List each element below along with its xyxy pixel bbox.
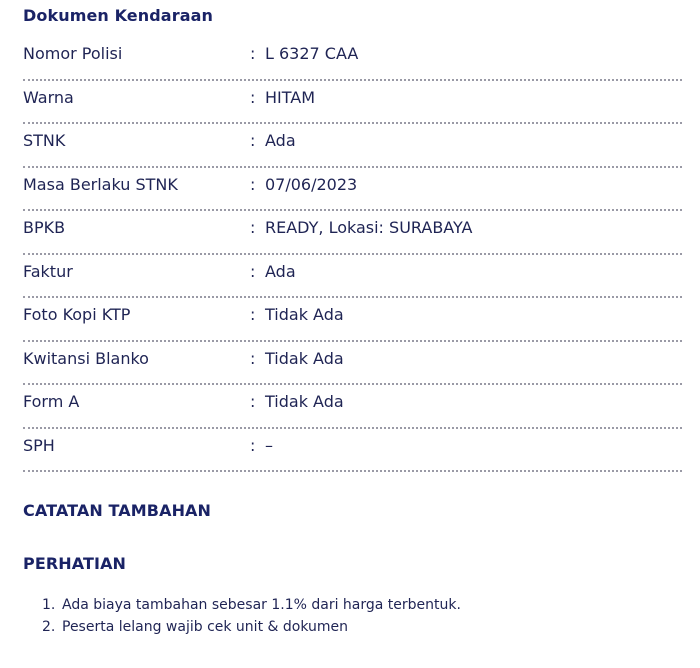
row-colon: :	[250, 218, 256, 237]
section-title-perhatian: PERHATIAN	[23, 554, 127, 573]
row-label: Kwitansi Blanko	[23, 348, 149, 368]
document-table	[23, 37, 682, 472]
row-colon: :	[250, 261, 256, 281]
row-label: BPKB	[23, 218, 66, 237]
row-colon: :	[250, 305, 256, 324]
row-label: Foto Kopi KTP	[23, 305, 131, 324]
table-row	[23, 298, 682, 342]
table-row	[23, 81, 682, 125]
row-colon: :	[250, 131, 256, 150]
table-row	[23, 168, 682, 212]
list-item-number: 2.	[42, 619, 56, 635]
list-item	[42, 594, 461, 616]
perhatian-list	[42, 594, 461, 638]
row-label: Warna	[23, 87, 74, 107]
section-title-dokumen: Dokumen Kendaraan	[23, 6, 213, 25]
row-value: Ada	[265, 261, 296, 281]
row-value: HITAM	[265, 87, 316, 107]
row-label: STNK	[23, 131, 66, 150]
row-value: L 6327 CAA	[265, 44, 359, 63]
row-value: Tidak Ada	[265, 305, 344, 324]
row-colon: :	[250, 392, 256, 411]
row-value: Ada	[265, 131, 296, 150]
row-label: Masa Berlaku STNK	[23, 174, 178, 194]
row-value: READY, Lokasi: SURABAYA	[265, 218, 473, 237]
table-row	[23, 385, 682, 429]
list-item-text: Peserta lelang wajib cek unit & dokumen	[62, 619, 349, 635]
row-label: Faktur	[23, 261, 73, 281]
section-title-catatan: CATATAN TAMBAHAN	[23, 501, 212, 520]
row-colon: :	[250, 348, 256, 368]
list-item	[42, 616, 461, 638]
table-row	[23, 211, 682, 255]
row-colon: :	[250, 174, 256, 194]
table-row	[23, 37, 682, 81]
table-row	[23, 124, 682, 168]
row-label: SPH	[23, 435, 55, 455]
table-row	[23, 255, 682, 299]
table-row	[23, 429, 682, 473]
row-value: Tidak Ada	[265, 392, 344, 411]
row-value: Tidak Ada	[265, 348, 344, 368]
row-colon: :	[250, 44, 256, 63]
row-colon: :	[250, 435, 256, 455]
row-value: 07/06/2023	[265, 174, 358, 194]
row-colon: :	[250, 87, 256, 107]
list-item-text: Ada biaya tambahan sebesar 1.1% dari harga terbentuk.	[62, 597, 461, 613]
list-item-number: 1.	[42, 597, 56, 613]
table-row	[23, 342, 682, 386]
row-value: –	[265, 435, 273, 455]
row-label: Nomor Polisi	[23, 44, 123, 63]
row-label: Form A	[23, 392, 80, 411]
